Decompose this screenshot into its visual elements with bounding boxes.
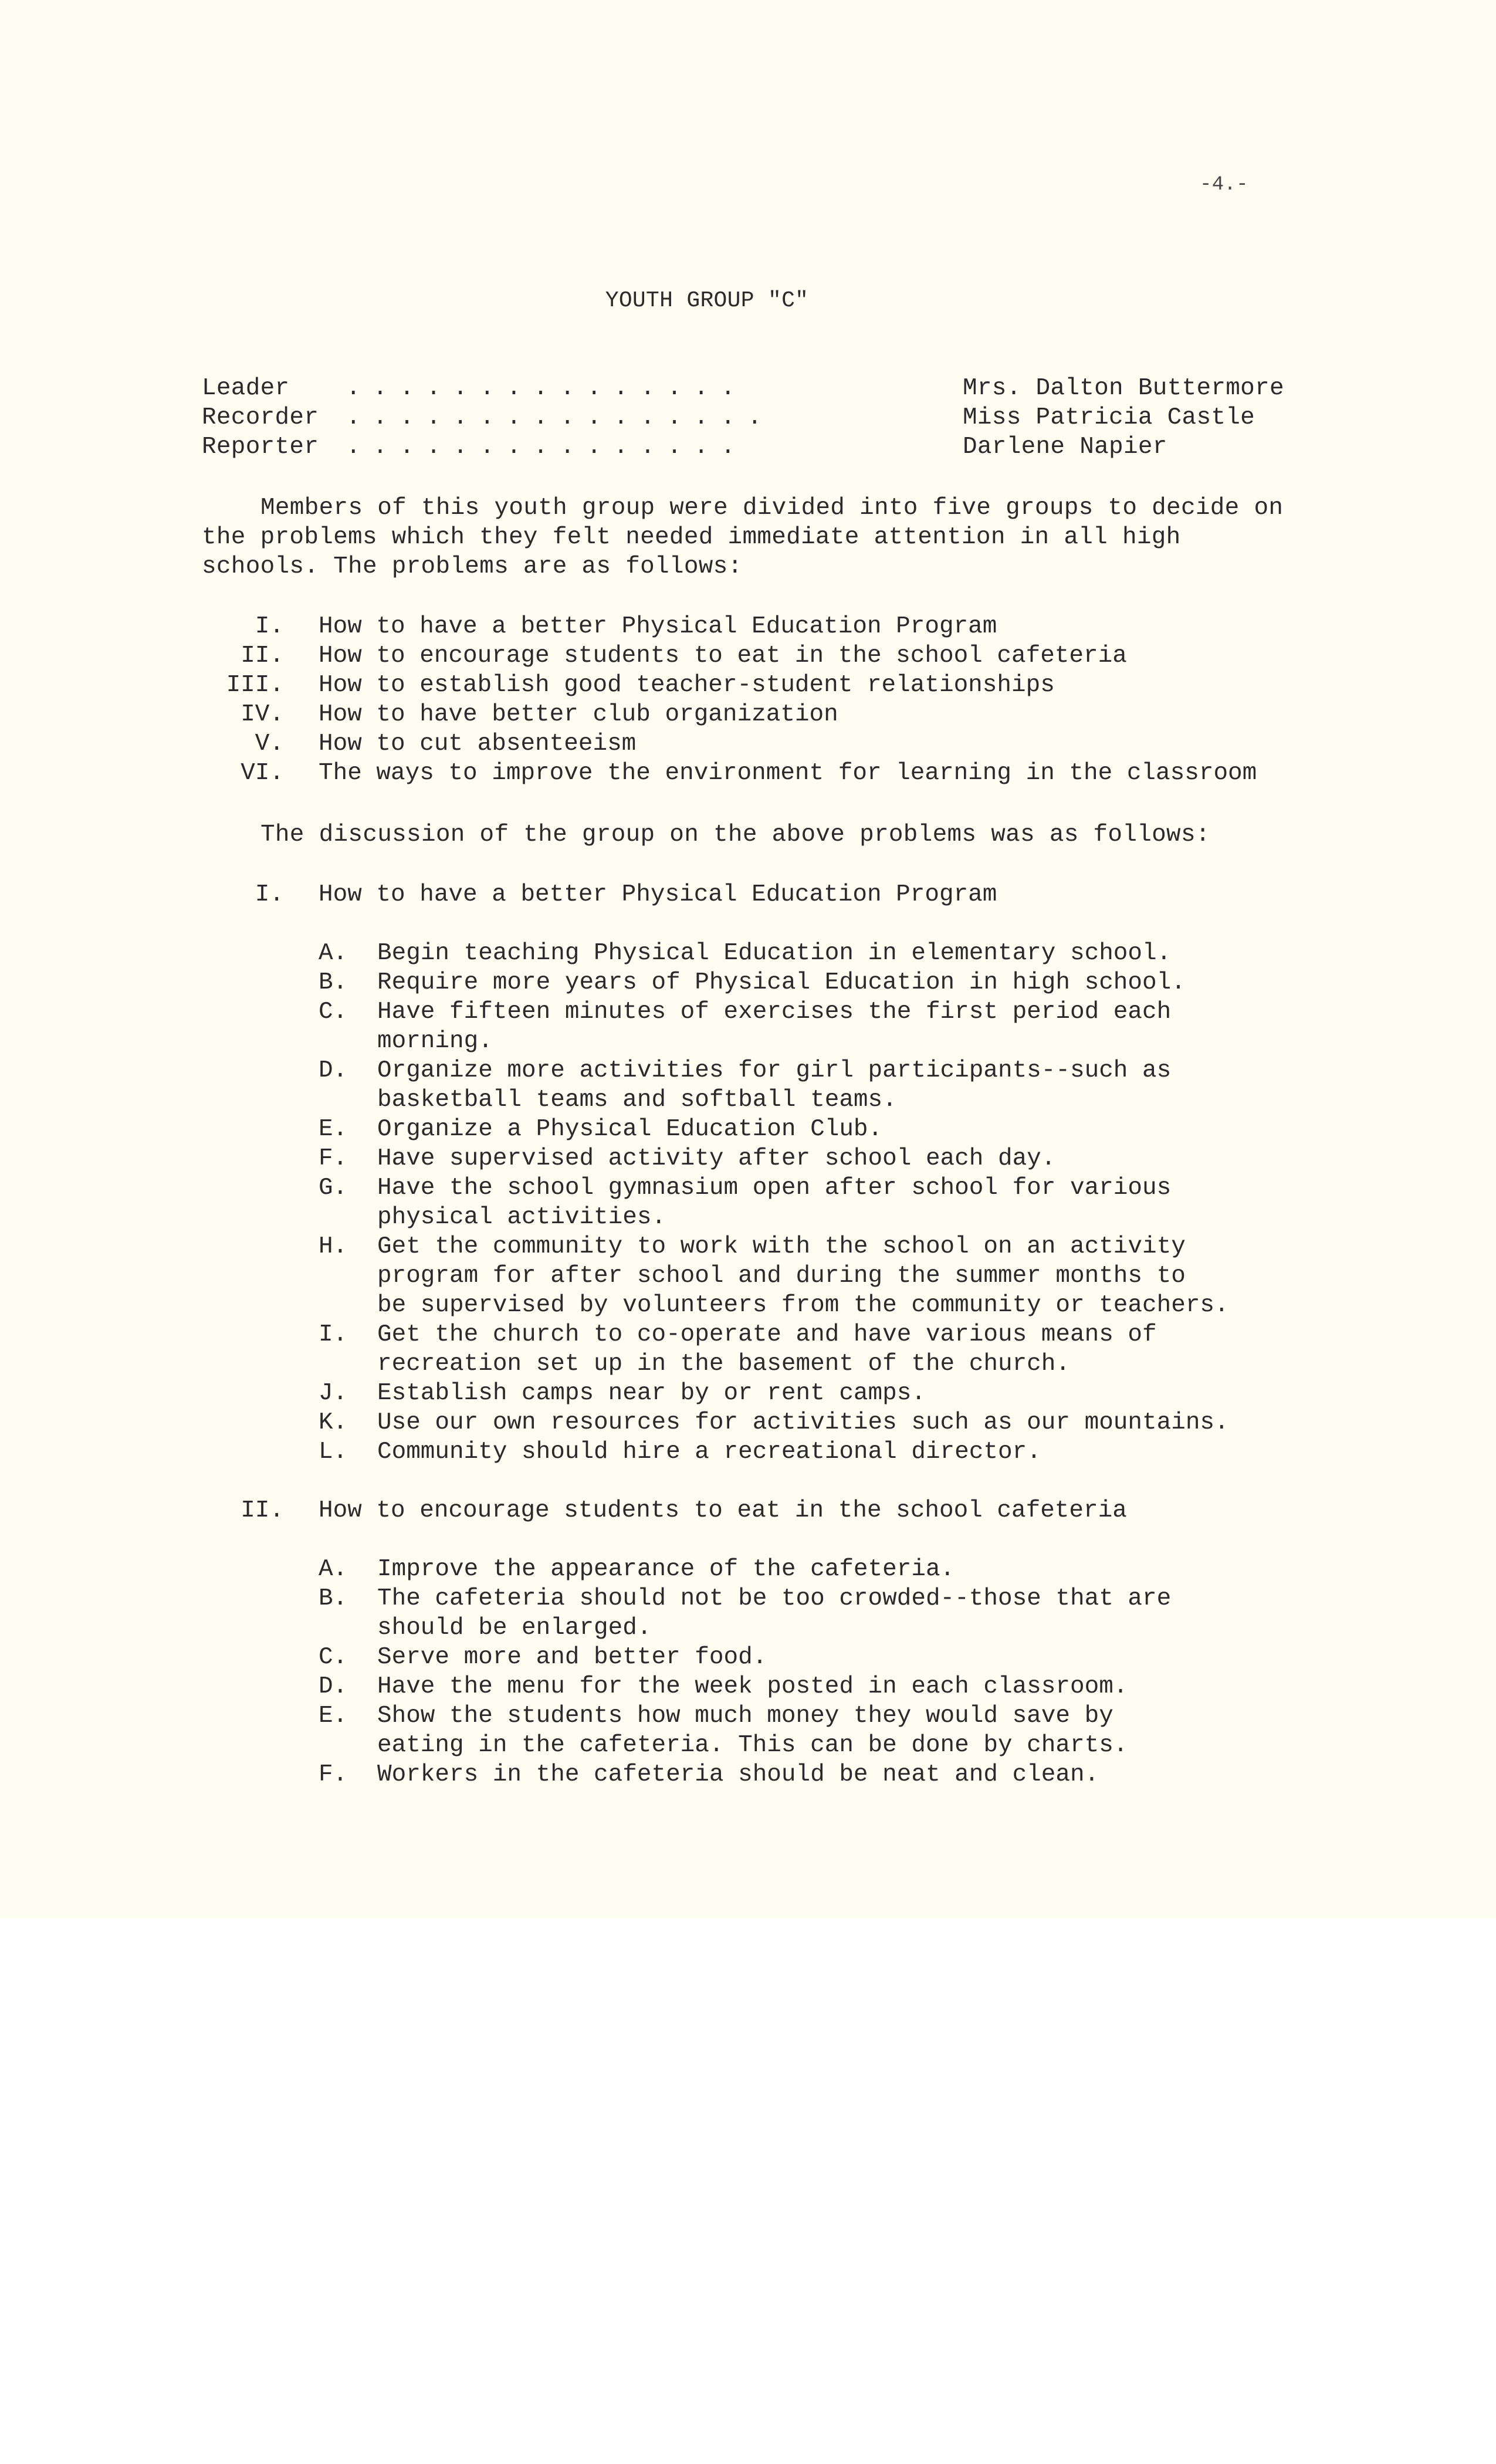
- discussion-item: [0, 997, 1496, 1027]
- item-letter: E.: [319, 1703, 348, 1729]
- discussion-item: [0, 1701, 1496, 1731]
- item-text: Establish camps near by or rent camps.: [377, 1380, 926, 1407]
- item-text: Have fifteen minutes of exercises the first period each: [377, 999, 1172, 1025]
- item-letter: A.: [319, 1556, 348, 1583]
- officer-role: Leader: [202, 375, 290, 402]
- problem-number: VI.: [241, 760, 284, 787]
- section-heading-text: How to encourage students to eat in the school cafeteria: [319, 1497, 1127, 1524]
- item-text: be supervised by volunteers from the community or teachers.: [377, 1292, 1229, 1319]
- item-letter: H.: [319, 1233, 348, 1260]
- discussion-item: [0, 1555, 1496, 1584]
- item-text: Get the community to work with the school on an activity: [377, 1233, 1186, 1260]
- item-text: Use our own resources for activities such as our mountains.: [377, 1409, 1229, 1436]
- spacer: [0, 909, 1496, 939]
- discussion-item-continuation: [0, 1291, 1496, 1320]
- discussion-item: [0, 939, 1496, 968]
- item-letter: B.: [319, 969, 348, 996]
- item-letter: K.: [319, 1409, 348, 1436]
- problem-number: I.: [255, 613, 284, 640]
- officer-role: Reporter: [202, 434, 319, 461]
- item-letter: A.: [319, 940, 348, 967]
- item-letter: I.: [319, 1321, 348, 1348]
- problem-item: [0, 759, 1496, 788]
- discussion-item: [0, 1672, 1496, 1701]
- item-letter: F.: [319, 1761, 348, 1788]
- item-text: Workers in the cafeteria should be neat and clean.: [377, 1761, 1099, 1788]
- discussion-section: [0, 1496, 1496, 1789]
- officer-name: Darlene Napier: [963, 434, 1167, 461]
- item-text: eating in the cafeteria. This can be done by charts.: [377, 1732, 1128, 1759]
- item-text: Organize more activities for girl participants--such as: [377, 1057, 1172, 1084]
- item-letter: G.: [319, 1175, 348, 1201]
- intro-paragraph: Members of this youth group were divided into five groups to decide on the problems which they felt needed immediate attention in all high schools. The problems are as follows:: [202, 495, 1284, 580]
- section-number: II.: [241, 1497, 284, 1524]
- discussion-item: [0, 1408, 1496, 1437]
- discussion-item-continuation: [0, 1027, 1496, 1056]
- discussion-item: [0, 1320, 1496, 1349]
- problem-item: [0, 729, 1496, 759]
- item-letter: C.: [319, 999, 348, 1025]
- page-title: YOUTH GROUP "C": [605, 288, 809, 313]
- item-text: Have supervised activity after school each day.: [377, 1145, 1056, 1172]
- item-text: Have the menu for the week posted in each classroom.: [377, 1673, 1128, 1700]
- section-heading-text: How to have a better Physical Education Program: [319, 881, 997, 908]
- problem-text: How to have a better Physical Education Program: [319, 613, 997, 640]
- item-text: Require more years of Physical Education in high school.: [377, 969, 1186, 996]
- discussion-item-continuation: [0, 1085, 1496, 1115]
- officer-name: Mrs. Dalton Buttermore: [963, 375, 1284, 402]
- discussion-item: [0, 968, 1496, 997]
- problem-text: How to establish good teacher-student relationships: [319, 672, 1055, 699]
- section-heading: [0, 880, 1496, 909]
- discussion-section: [0, 880, 1496, 1467]
- problem-text: How to cut absenteeism: [319, 730, 637, 757]
- problem-number: IV.: [241, 701, 284, 728]
- item-text: program for after school and during the summer months to: [377, 1263, 1186, 1289]
- item-letter: D.: [319, 1057, 348, 1084]
- item-text: Improve the appearance of the cafeteria.: [377, 1556, 955, 1583]
- discussion-item: [0, 1232, 1496, 1261]
- item-letter: F.: [319, 1145, 348, 1172]
- item-text: Organize a Physical Education Club.: [377, 1116, 883, 1143]
- discussion-item: [0, 1643, 1496, 1672]
- page-number: -4.-: [1200, 174, 1248, 196]
- discussion-item-continuation: [0, 1261, 1496, 1291]
- item-text: Begin teaching Physical Education in elementary school.: [377, 940, 1172, 967]
- problem-text: How to encourage students to eat in the school cafeteria: [319, 642, 1127, 669]
- item-text: Serve more and better food.: [377, 1644, 767, 1671]
- problem-item: [0, 700, 1496, 729]
- item-letter: J.: [319, 1380, 348, 1407]
- leader-dots: ...............: [346, 375, 748, 402]
- item-letter: B.: [319, 1585, 348, 1612]
- discussion-item-continuation: [0, 1203, 1496, 1232]
- item-text: should be enlarged.: [377, 1615, 652, 1641]
- discussion-item-continuation: [0, 1613, 1496, 1643]
- discussion-item: [0, 1144, 1496, 1173]
- discussion-item-continuation: [0, 1349, 1496, 1379]
- problem-number: II.: [241, 642, 284, 669]
- item-text: physical activities.: [377, 1204, 666, 1231]
- discussion-item: [0, 1760, 1496, 1789]
- item-letter: D.: [319, 1673, 348, 1700]
- officer-name: Miss Patricia Castle: [963, 404, 1255, 431]
- problem-text: The ways to improve the environment for learning in the classroom: [319, 760, 1257, 787]
- discussion-item-continuation: [0, 1731, 1496, 1760]
- leader-dots: ................: [346, 404, 774, 431]
- problem-number: V.: [255, 730, 284, 757]
- discussion-sections: [0, 880, 1496, 1789]
- item-letter: C.: [319, 1644, 348, 1671]
- discussion-item: [0, 1173, 1496, 1203]
- item-text: recreation set up in the basement of the church.: [377, 1351, 1070, 1377]
- discussion-item: [0, 1056, 1496, 1085]
- item-text: morning.: [377, 1028, 493, 1055]
- item-text: Show the students how much money they would save by: [377, 1703, 1113, 1729]
- discussion-item: [0, 1379, 1496, 1408]
- spacer: [0, 1525, 1496, 1555]
- discussion-item: [0, 1584, 1496, 1613]
- item-letter: L.: [319, 1439, 348, 1465]
- item-text: basketball teams and softball teams.: [377, 1087, 897, 1113]
- item-text: The cafeteria should not be too crowded--those that are: [377, 1585, 1172, 1612]
- section-number: I.: [255, 881, 284, 908]
- discussion-item: [0, 1115, 1496, 1144]
- problems-list: [0, 612, 1496, 788]
- problem-item: [0, 671, 1496, 700]
- item-letter: E.: [319, 1116, 348, 1143]
- discussion-item: [0, 1437, 1496, 1467]
- problem-text: How to have better club organization: [319, 701, 838, 728]
- leader-dots: ...............: [346, 434, 748, 461]
- problem-number: III.: [226, 672, 284, 699]
- item-text: Get the church to co-operate and have various means of: [377, 1321, 1157, 1348]
- section-heading: [0, 1496, 1496, 1525]
- item-text: Community should hire a recreational director.: [377, 1439, 1041, 1465]
- discussion-intro: The discussion of the group on the above problems was as follows:: [260, 821, 1210, 848]
- problem-item: [0, 612, 1496, 641]
- item-text: Have the school gymnasium open after school for various: [377, 1175, 1172, 1201]
- problem-item: [0, 641, 1496, 671]
- officer-role: Recorder: [202, 404, 319, 431]
